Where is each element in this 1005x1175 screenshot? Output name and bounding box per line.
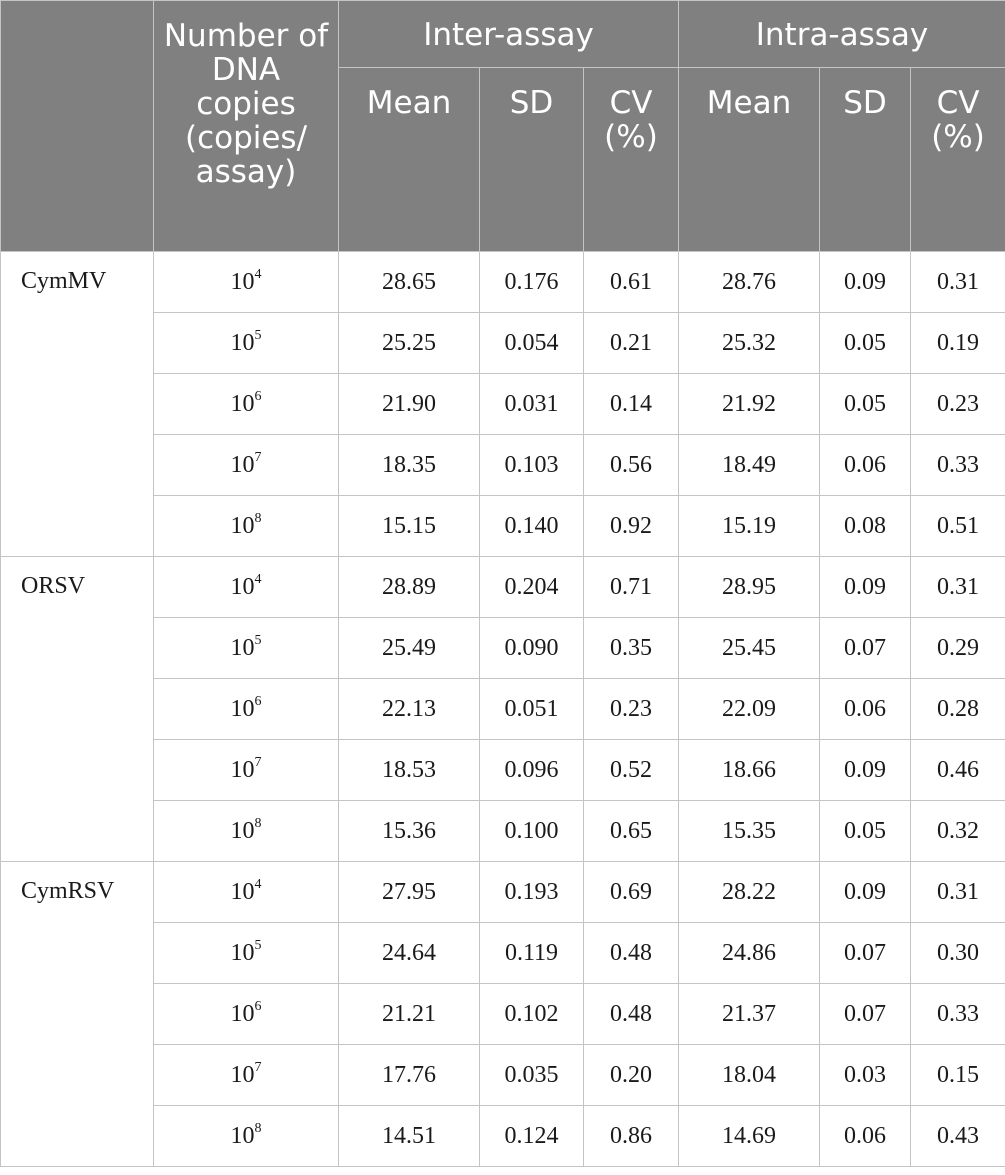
intra-cv-cell: 0.19	[911, 313, 1005, 374]
copies-exponent: 7	[254, 449, 262, 465]
intra-mean-cell: 22.09	[679, 679, 820, 740]
inter-sd-cell: 0.100	[480, 801, 584, 862]
inter-sd-cell: 0.193	[480, 862, 584, 923]
intra-mean-cell: 15.35	[679, 801, 820, 862]
intra-mean-cell: 28.22	[679, 862, 820, 923]
intra-sd-cell: 0.08	[820, 496, 911, 557]
intra-sd-cell: 0.09	[820, 740, 911, 801]
intra-mean-cell: 14.69	[679, 1106, 820, 1167]
virus-label: CymMV	[1, 252, 154, 557]
header-empty-cell	[1, 1, 154, 252]
intra-sd-cell: 0.06	[820, 1106, 911, 1167]
copies-exponent: 5	[254, 937, 262, 953]
intra-mean-cell: 21.37	[679, 984, 820, 1045]
copies-exponent: 7	[254, 754, 262, 770]
copies-base: 10	[230, 1122, 255, 1149]
inter-cv-cell: 0.14	[584, 374, 679, 435]
intra-mean-cell: 15.19	[679, 496, 820, 557]
inter-cv-cell: 0.35	[584, 618, 679, 679]
copies-base: 10	[230, 695, 255, 722]
inter-mean-cell: 21.90	[339, 374, 480, 435]
header-intra-cv: CV (%)	[911, 68, 1005, 252]
copies-cell	[154, 740, 339, 801]
inter-mean-cell: 28.89	[339, 557, 480, 618]
copies-exponent: 4	[254, 266, 262, 282]
intra-mean-cell: 21.92	[679, 374, 820, 435]
intra-sd-cell: 0.05	[820, 374, 911, 435]
intra-cv-cell: 0.29	[911, 618, 1005, 679]
inter-sd-cell: 0.090	[480, 618, 584, 679]
inter-cv-cell: 0.48	[584, 984, 679, 1045]
inter-mean-cell: 18.35	[339, 435, 480, 496]
intra-sd-cell: 0.05	[820, 801, 911, 862]
copies-base: 10	[230, 817, 255, 844]
inter-cv-cell: 0.71	[584, 557, 679, 618]
inter-sd-cell: 0.051	[480, 679, 584, 740]
inter-mean-cell: 15.36	[339, 801, 480, 862]
table-row	[1, 862, 1005, 923]
copies-exponent: 6	[254, 998, 262, 1014]
copies-cell	[154, 923, 339, 984]
inter-sd-cell: 0.124	[480, 1106, 584, 1167]
intra-cv-cell: 0.51	[911, 496, 1005, 557]
intra-mean-cell: 24.86	[679, 923, 820, 984]
inter-mean-cell: 22.13	[339, 679, 480, 740]
copies-cell	[154, 679, 339, 740]
copies-exponent: 4	[254, 876, 262, 892]
intra-cv-cell: 0.28	[911, 679, 1005, 740]
copies-cell	[154, 1045, 339, 1106]
inter-cv-cell: 0.86	[584, 1106, 679, 1167]
inter-mean-cell: 18.53	[339, 740, 480, 801]
copies-base: 10	[230, 390, 255, 417]
intra-sd-cell: 0.07	[820, 984, 911, 1045]
intra-sd-cell: 0.09	[820, 252, 911, 313]
inter-cv-cell: 0.92	[584, 496, 679, 557]
inter-cv-cell: 0.23	[584, 679, 679, 740]
intra-mean-cell: 25.45	[679, 618, 820, 679]
intra-cv-cell: 0.33	[911, 435, 1005, 496]
intra-mean-cell: 18.49	[679, 435, 820, 496]
copies-cell	[154, 557, 339, 618]
inter-sd-cell: 0.031	[480, 374, 584, 435]
copies-base: 10	[230, 512, 255, 539]
intra-cv-cell: 0.32	[911, 801, 1005, 862]
copies-base: 10	[230, 756, 255, 783]
inter-mean-cell: 25.49	[339, 618, 480, 679]
inter-sd-cell: 0.204	[480, 557, 584, 618]
copies-base: 10	[230, 329, 255, 356]
header-inter-assay: Inter-assay	[339, 1, 679, 68]
inter-cv-cell: 0.21	[584, 313, 679, 374]
inter-mean-cell: 15.15	[339, 496, 480, 557]
copies-exponent: 4	[254, 571, 262, 587]
inter-mean-cell: 24.64	[339, 923, 480, 984]
copies-exponent: 7	[254, 1059, 262, 1075]
inter-sd-cell: 0.140	[480, 496, 584, 557]
header-intra-sd: SD	[820, 68, 911, 252]
copies-cell	[154, 862, 339, 923]
intra-mean-cell: 28.76	[679, 252, 820, 313]
table-header	[1, 1, 1005, 252]
inter-mean-cell: 14.51	[339, 1106, 480, 1167]
inter-cv-cell: 0.20	[584, 1045, 679, 1106]
copies-cell	[154, 1106, 339, 1167]
intra-sd-cell: 0.09	[820, 862, 911, 923]
intra-sd-cell: 0.09	[820, 557, 911, 618]
header-inter-sd: SD	[480, 68, 584, 252]
intra-cv-cell: 0.15	[911, 1045, 1005, 1106]
table-body	[1, 252, 1005, 1167]
intra-cv-cell: 0.30	[911, 923, 1005, 984]
inter-cv-cell: 0.69	[584, 862, 679, 923]
copies-exponent: 8	[254, 815, 262, 831]
intra-cv-cell: 0.33	[911, 984, 1005, 1045]
copies-cell	[154, 801, 339, 862]
intra-cv-cell: 0.31	[911, 862, 1005, 923]
intra-sd-cell: 0.07	[820, 923, 911, 984]
inter-sd-cell: 0.054	[480, 313, 584, 374]
copies-base: 10	[230, 1061, 255, 1088]
intra-sd-cell: 0.06	[820, 679, 911, 740]
inter-sd-cell: 0.102	[480, 984, 584, 1045]
intra-sd-cell: 0.07	[820, 618, 911, 679]
copies-base: 10	[230, 1000, 255, 1027]
header-intra-assay: Intra-assay	[679, 1, 1005, 68]
intra-cv-cell: 0.31	[911, 557, 1005, 618]
inter-mean-cell: 21.21	[339, 984, 480, 1045]
header-intra-mean: Mean	[679, 68, 820, 252]
inter-cv-cell: 0.48	[584, 923, 679, 984]
copies-exponent: 8	[254, 1120, 262, 1136]
table-row	[1, 557, 1005, 618]
inter-sd-cell: 0.103	[480, 435, 584, 496]
copies-cell	[154, 984, 339, 1045]
copies-cell	[154, 252, 339, 313]
intra-mean-cell: 18.04	[679, 1045, 820, 1106]
copies-base: 10	[230, 573, 255, 600]
inter-sd-cell: 0.096	[480, 740, 584, 801]
inter-sd-cell: 0.176	[480, 252, 584, 313]
inter-mean-cell: 27.95	[339, 862, 480, 923]
inter-sd-cell: 0.035	[480, 1045, 584, 1106]
copies-cell	[154, 313, 339, 374]
header-inter-mean: Mean	[339, 68, 480, 252]
copies-exponent: 6	[254, 388, 262, 404]
copies-exponent: 5	[254, 632, 262, 648]
intra-sd-cell: 0.03	[820, 1045, 911, 1106]
intra-cv-cell: 0.23	[911, 374, 1005, 435]
header-inter-cv: CV (%)	[584, 68, 679, 252]
inter-sd-cell: 0.119	[480, 923, 584, 984]
inter-mean-cell: 25.25	[339, 313, 480, 374]
inter-cv-cell: 0.61	[584, 252, 679, 313]
copies-exponent: 8	[254, 510, 262, 526]
intra-mean-cell: 18.66	[679, 740, 820, 801]
copies-exponent: 6	[254, 693, 262, 709]
copies-cell	[154, 435, 339, 496]
virus-label: ORSV	[1, 557, 154, 862]
copies-exponent: 5	[254, 327, 262, 343]
intra-mean-cell: 28.95	[679, 557, 820, 618]
intra-cv-cell: 0.31	[911, 252, 1005, 313]
inter-mean-cell: 28.65	[339, 252, 480, 313]
intra-mean-cell: 25.32	[679, 313, 820, 374]
copies-base: 10	[230, 939, 255, 966]
inter-cv-cell: 0.56	[584, 435, 679, 496]
copies-base: 10	[230, 451, 255, 478]
copies-cell	[154, 618, 339, 679]
table-row	[1, 252, 1005, 313]
inter-cv-cell: 0.52	[584, 740, 679, 801]
virus-label: CymRSV	[1, 862, 154, 1167]
copies-cell	[154, 374, 339, 435]
copies-cell	[154, 496, 339, 557]
header-copies: Number of DNA copies (copies/ assay)	[154, 1, 339, 252]
copies-base: 10	[230, 268, 255, 295]
copies-base: 10	[230, 634, 255, 661]
intra-cv-cell: 0.46	[911, 740, 1005, 801]
intra-sd-cell: 0.06	[820, 435, 911, 496]
intra-sd-cell: 0.05	[820, 313, 911, 374]
intra-cv-cell: 0.43	[911, 1106, 1005, 1167]
inter-cv-cell: 0.65	[584, 801, 679, 862]
inter-mean-cell: 17.76	[339, 1045, 480, 1106]
copies-base: 10	[230, 878, 255, 905]
